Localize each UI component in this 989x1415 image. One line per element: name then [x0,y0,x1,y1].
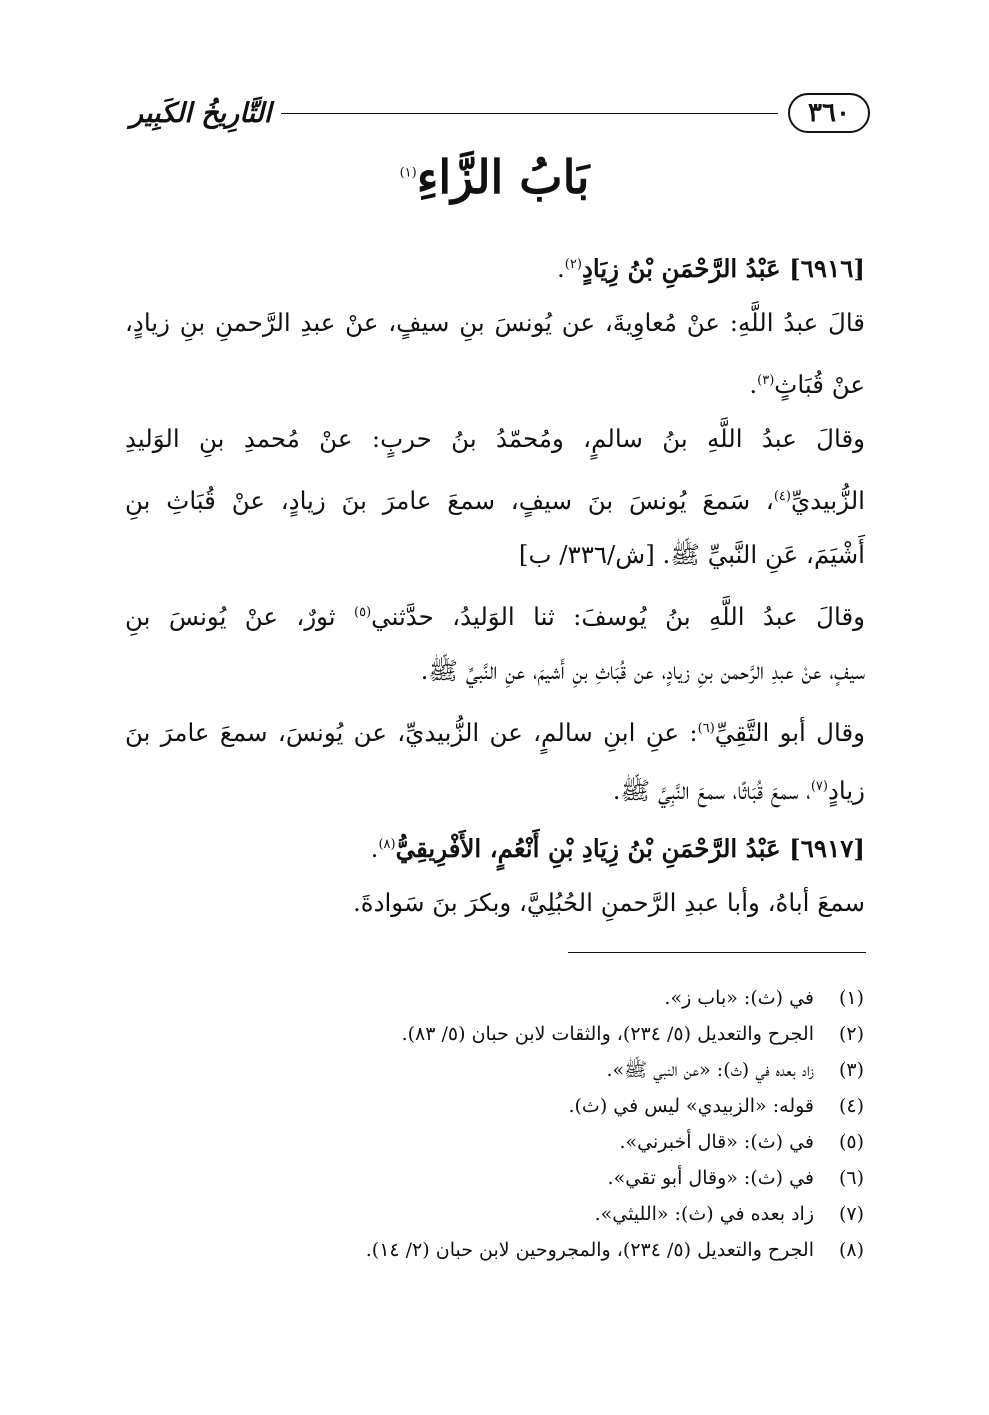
footnote-number: (٢) [838,1023,864,1045]
footnote-text: قوله: «الزبيدي» ليس في (ث). [568,1095,814,1117]
line-tail: ، سَمعَ يُونسَ بنَ سيفٍ، سمعَ عامرَ بنَ زيادٍ، عنْ قُبَاثِ بنِ [125,486,774,516]
footnote-number: (٤) [838,1095,864,1117]
book-title: التَّارِيخُ الكَبِير [130,97,272,129]
line-tail: . [370,834,379,864]
page-number-badge [788,93,870,133]
line-tail: ، سمعَ قُبَاثًا، سمعَ النَّبِيَّ ﷺ. [612,776,811,806]
line-text: [٦٩١٧] عَبْدُ الرَّحْمَنِ بْنُ زِيَادِ بْنِ أَنْعُمٍ، الأَفْرِيقِيُّ [395,834,865,864]
footnote-ref: (٦) [697,721,715,736]
chapter-title-text: بَابُ الزَّاءِ [416,150,590,204]
header-rule [281,113,778,114]
line-text: وقالَ عبدُ اللَّهِ بنُ سالمٍ، ومُحمّدُ بنُ حربٍ: عنْ مُحمدِ بنِ الوَليدِ [125,424,865,453]
line-tail: . [557,254,565,284]
line-tail: . [749,370,758,400]
footnote-text: في (ث): «وقال أبو تقي». [607,1167,814,1189]
footnote-text: الجرح والتعديل (٥/ ٢٣٤)، والثقات لابن حبان (٥/ ٨٣). [401,1023,814,1045]
body-line [125,584,865,642]
footnote-number: (٨) [838,1239,864,1261]
body-line [125,700,865,758]
footnote-number: (١) [838,987,864,1009]
line-text: سمعَ أباهُ، وأبا عبدِ الرَّحمنِ الحُبُلِيَّ، وبكرَ بنَ سَوادةَ. [352,888,865,917]
footnotes [124,980,864,1268]
line-text: [٦٩١٦] عَبْدُ الرَّحْمَنِ بْنُ زِيَادٍ [581,254,865,284]
line-text: قالَ عبدُ اللَّهِ: عنْ مُعاوِيةَ، عن يُونسَ بنِ سيفٍ، عنْ عبدِ الرَّحمنِ بنِ زيادٍ، [125,308,865,337]
footnote-ref: (٨) [378,837,396,852]
footnote-ref: (٢) [564,257,582,272]
body-line [125,468,865,526]
page-number: ٣٦٠ [808,98,850,128]
body-line [125,526,865,584]
footnote-ref: (٥) [354,605,372,620]
body-line [125,410,865,468]
footnote-ref: (٣) [757,373,775,388]
footnote-item [124,1160,864,1196]
footnote-text: في (ث): «قال أخبرني». [619,1131,814,1153]
body-line [125,874,865,932]
footnote-item [124,980,864,1016]
body-text [125,236,865,932]
line-text: وقالَ عبدُ اللَّهِ بنُ يُوسفَ: ثنا الوَليدُ، حدَّثني [371,602,865,632]
footnote-item [124,1016,864,1052]
footnote-item [124,1088,864,1124]
body-line [125,352,865,410]
footnote-item [124,1232,864,1268]
line-text: أَشْيَمَ، عَنِ النَّبيِّ ﷺ. [ش/٣٣٦/ ب] [518,540,865,569]
footnote-text: الجرح والتعديل (٥/ ٢٣٤)، والمجروحين لابن حبان (٢/ ١٤). [365,1239,814,1261]
body-line [125,758,865,816]
footnote-ref: (٧) [810,779,828,794]
footnote-text: في (ث): «باب ز». [664,987,814,1009]
footnote-item [124,1052,864,1088]
line-text: زيادٍ [827,776,865,806]
chapter-footnote-ref: (١) [399,165,417,181]
line-text: الزُّبيديِّ [790,486,865,516]
chapter-title [0,150,989,204]
footnote-ref: (٤) [773,489,791,504]
running-header [130,88,870,138]
body-line [125,642,865,700]
entry-heading-line [125,816,865,874]
line-text: وقال أبو التَّقِيِّ [714,718,865,748]
line-text: سيفٍ، عنْ عبدِ الرَّحمن بنِ زيادٍ، عن قُبَاثِ بنِ أَشيمَ، عنِ النَّبيِّ ﷺ. [420,656,865,685]
footnote-number: (٦) [838,1167,864,1189]
footnote-rule [568,952,866,953]
line-text: عنْ قُبَاثٍ [774,370,865,400]
entry-heading-line [125,236,865,294]
body-line [125,294,865,352]
footnote-text: زاد بعده في (ث): «عن النبي ﷺ». [606,1059,814,1081]
footnote-item [124,1196,864,1232]
footnote-number: (٧) [838,1203,864,1225]
footnote-number: (٥) [838,1131,864,1153]
footnote-number: (٣) [838,1059,864,1081]
footnote-text: زاد بعده في (ث): «الليثي». [594,1203,814,1225]
line-tail: : عنِ ابنِ سالمٍ، عن الزُّبيديِّ، عن يُونسَ، سمعَ عامرَ بنَ [125,718,698,748]
footnote-item [124,1124,864,1160]
line-tail: ثورٌ، عنْ يُونسَ بنِ [125,602,355,632]
